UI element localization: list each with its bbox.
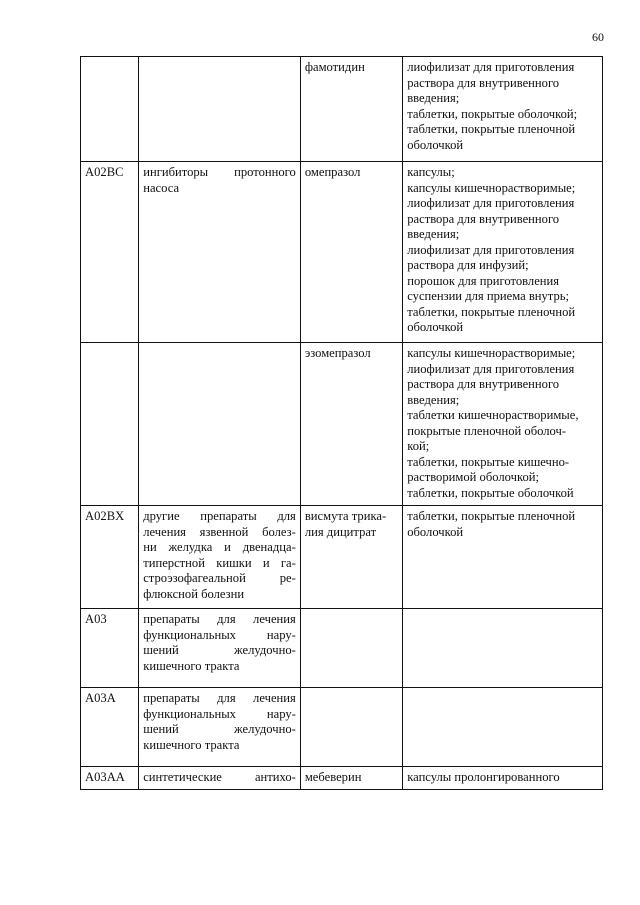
- group-line: лечения язвенной болез-: [143, 524, 296, 539]
- group-cell: [139, 688, 301, 767]
- table-row: [81, 609, 603, 688]
- group-cell: [139, 343, 301, 506]
- group-cell: [139, 506, 301, 609]
- table-row: [81, 162, 603, 343]
- group-line: кишечного тракта: [143, 658, 240, 673]
- drug-name: висмута трика-: [304, 509, 387, 523]
- group-line: ингибиторы протонного: [143, 165, 296, 179]
- drug-name: фамотидин: [304, 60, 365, 74]
- dosage-form-line: введения;: [407, 392, 460, 407]
- dosage-form-line: таблетки, покрытые пленочной: [407, 509, 576, 523]
- dosage-form-line: растворимой оболочкой;: [407, 470, 539, 484]
- group-line: кишечного тракта: [143, 737, 240, 752]
- dosage-form-line: таблетки кишечнорастворимые,: [407, 408, 579, 422]
- dosage-form-line: раствора для внутривенного: [407, 377, 560, 391]
- dosage-form-line: капсулы кишечнорастворимые;: [407, 346, 576, 360]
- group-line: препараты для лечения: [143, 612, 296, 626]
- table-row: [81, 57, 603, 162]
- group-cell: [139, 609, 301, 688]
- drug-cell: [300, 506, 402, 609]
- group-line: другие препараты для: [143, 509, 296, 523]
- group-line: типерстной кишки и га-: [143, 555, 296, 570]
- dosage-forms-cell: [403, 767, 603, 790]
- drug-cell: [300, 688, 402, 767]
- atc-code-cell: [81, 343, 139, 506]
- dosage-form-line: кой;: [407, 439, 430, 453]
- dosage-form-line: оболочкой: [407, 320, 464, 334]
- group-cell: [139, 767, 301, 790]
- group-line: функциональных нару-: [143, 706, 296, 721]
- drug-cell: [300, 162, 402, 343]
- page-number: 60: [592, 30, 604, 44]
- drug-cell: [300, 609, 402, 688]
- group-line: флюксной болезни: [143, 586, 245, 601]
- dosage-form-line: порошок для приготовления: [407, 273, 560, 288]
- dosage-form-line: таблетки, покрытые пленочной: [407, 122, 576, 136]
- dosage-form-line: таблетки, покрытые оболочкой;: [407, 106, 578, 121]
- drug-name: эзомепразол: [304, 346, 371, 360]
- drug-name: омепразол: [304, 165, 361, 179]
- dosage-forms-cell: [403, 343, 603, 506]
- group-line: насоса: [143, 180, 180, 195]
- table-row: [81, 767, 603, 790]
- dosage-form-line: введения;: [407, 227, 460, 241]
- dosage-form-line: лиофилизат для приготовления: [407, 196, 575, 210]
- group-line: шений желудочно-: [143, 643, 296, 657]
- atc-code-cell: A02BX: [81, 506, 139, 609]
- dosage-forms-cell: [403, 162, 603, 343]
- dosage-form-line: капсулы кишечнорастворимые;: [407, 180, 576, 195]
- table-row: [81, 343, 603, 506]
- group-line: функциональных нару-: [143, 627, 296, 642]
- dosage-form-line: раствора для внутривенного: [407, 211, 560, 226]
- dosage-forms-cell: [403, 57, 603, 162]
- dosage-form-line: таблетки, покрытые оболочкой: [407, 485, 574, 500]
- group-line: препараты для лечения: [143, 691, 296, 705]
- atc-code-cell: A03A: [81, 688, 139, 767]
- atc-code-cell: A03: [81, 609, 139, 688]
- dosage-form-line: суспензии для приема внутрь;: [407, 289, 570, 303]
- dosage-form-line: оболочкой: [407, 137, 464, 152]
- dosage-forms-cell: [403, 506, 603, 609]
- group-cell: [139, 57, 301, 162]
- atc-code-cell: [81, 57, 139, 162]
- drug-name: лия дицитрат: [304, 524, 377, 539]
- dosage-form-line: раствора для инфузий;: [407, 258, 529, 272]
- dosage-form-line: введения;: [407, 91, 460, 105]
- drug-cell: [300, 767, 402, 790]
- medicines-table: [80, 56, 603, 790]
- dosage-form-line: таблетки, покрытые пленочной: [407, 304, 576, 319]
- dosage-forms-cell: [403, 609, 603, 688]
- group-line: синтетические антихо-: [143, 770, 296, 784]
- dosage-form-line: раствора для внутривенного: [407, 75, 560, 90]
- dosage-form-line: капсулы;: [407, 165, 455, 179]
- dosage-form-line: оболочкой: [407, 524, 464, 539]
- dosage-form-line: капсулы пролонгированного: [407, 770, 560, 784]
- group-line: ни желудка и двенадца-: [143, 540, 296, 554]
- dosage-form-line: покрытые пленочной оболоч-: [407, 423, 567, 438]
- dosage-forms-cell: [403, 688, 603, 767]
- atc-code-cell: A02BC: [81, 162, 139, 343]
- dosage-form-line: лиофилизат для приготовления: [407, 242, 575, 257]
- table-row: [81, 506, 603, 609]
- dosage-form-line: лиофилизат для приготовления: [407, 60, 575, 74]
- drug-cell: [300, 343, 402, 506]
- table-row: [81, 688, 603, 767]
- drug-cell: [300, 57, 402, 162]
- atc-code-cell: A03AA: [81, 767, 139, 790]
- group-cell: [139, 162, 301, 343]
- dosage-form-line: таблетки, покрытые кишечно-: [407, 454, 570, 469]
- group-line: шений желудочно-: [143, 722, 296, 736]
- dosage-form-line: лиофилизат для приготовления: [407, 361, 575, 376]
- group-line: строэзофагеальной ре-: [143, 571, 296, 585]
- drug-name: мебеверин: [304, 770, 362, 784]
